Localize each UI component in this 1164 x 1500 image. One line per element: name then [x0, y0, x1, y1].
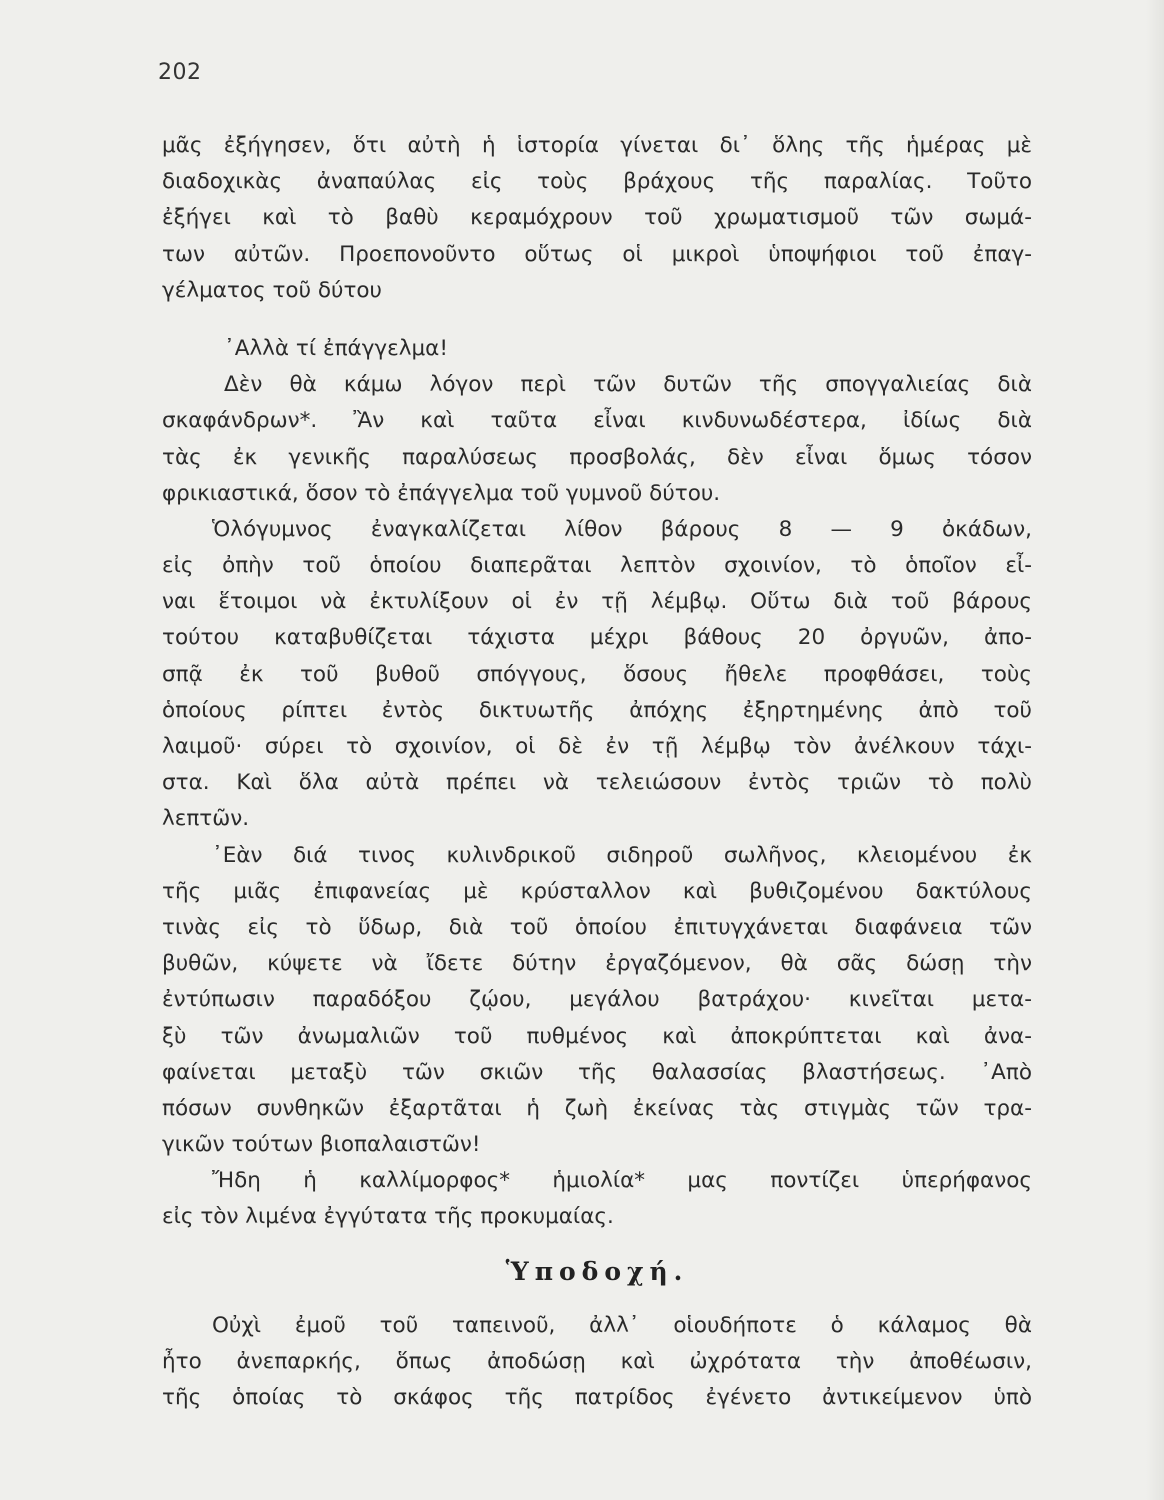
page-body: [162, 128, 1032, 1416]
text-line: ναι ἕτοιμοι νὰ ἐκτυλίξουν οἱ ἐν τῇ λέμβῳ. Οὕτω διὰ τοῦ βάρους: [162, 589, 1032, 615]
page-edge-shadow: [1146, 0, 1164, 1500]
text-line: φρικιαστικά, ὅσον τὸ ἐπάγγελμα τοῦ γυμνοῦ δύτου.: [162, 480, 721, 506]
text-line: πόσων συνθηκῶν ἐξαρτᾶται ἡ ζωὴ ἐκείνας τὰς στιγμὰς τῶν τρα-: [162, 1095, 1032, 1121]
text-line: διαδοχικὰς ἀναπαύλας εἰς τοὺς βράχους τῆς παραλίας. Τοῦτο: [162, 169, 1032, 195]
paragraph-gap: [162, 309, 1032, 331]
text-line: τὰς ἐκ γενικῆς παραλύσεως προσβολάς, δὲν εἶναι ὅμως τόσον: [162, 444, 1032, 470]
text-line: λαιμοῦ· σύρει τὸ σχοινίον, οἱ δὲ ἐν τῇ λέμβῳ τὸν ἀνέλκουν τάχι-: [162, 734, 1032, 759]
text-line: ξὺ τῶν ἀνωμαλιῶν τοῦ πυθμένος καὶ ἀποκρύπτεται καὶ ἀνα-: [162, 1023, 1032, 1049]
text-line: γικῶν τούτων βιοπαλαιστῶν!: [162, 1132, 481, 1158]
text-line: εἰς τὸν λιμένα ἐγγύτατα τῆς προκυμαίας.: [162, 1204, 614, 1230]
text-line: ᾿Εὰν διά τινος κυλινδρικοῦ σιδηροῦ σωλῆνος, κλειομένου ἐκ: [212, 842, 1032, 868]
section-heading: Ὑποδοχή.: [505, 1257, 689, 1287]
text-line: ἦτο ἀνεπαρκής, ὅπως ἀποδώσῃ καὶ ὠχρότατα τὴν ἀποθέωσιν,: [162, 1348, 1032, 1374]
text-line: φαίνεται μεταξὺ τῶν σκιῶν τῆς θαλασσίας βλαστήσεως. ᾿Απὸ: [162, 1059, 1032, 1085]
page-number: 202: [158, 60, 202, 85]
text-line: στα. Καὶ ὅλα αὐτὰ πρέπει νὰ τελειώσουν ἐντὸς τριῶν τὸ πολὺ: [162, 770, 1032, 796]
text-line: εἰς ὀπὴν τοῦ ὁποίου διαπερᾶται λεπτὸν σχοινίον, τὸ ὁποῖον εἶ-: [162, 553, 1032, 579]
text-line: τούτου καταβυθίζεται τάχιστα μέχρι βάθους 20 ὀργυῶν, ἀπο-: [162, 625, 1032, 651]
text-line: Ὁλόγυμνος ἐναγκαλίζεται λίθον βάρους 8 — 9 ὀκάδων,: [212, 516, 1032, 542]
text-line: ᾿Αλλὰ τί ἐπάγγελμα!: [224, 335, 448, 361]
text-line: τῆς μιᾶς ἐπιφανείας μὲ κρύσταλλον καὶ βυθιζομένου δακτύλους: [162, 878, 1032, 904]
text-line: τῆς ὁποίας τὸ σκάφος τῆς πατρίδος ἐγένετο ἀντικείμενον ὑπὸ: [162, 1385, 1032, 1410]
text-line: βυθῶν, κύψετε νὰ ἴδετε δύτην ἐργαζόμενον, θὰ σᾶς δώσῃ τὴν: [162, 951, 1032, 977]
section-heading-row: [162, 1236, 1032, 1308]
text-line: Ἤδη ἡ καλλίμορφος* ἡμιολία* μας ποντίζει ὑπερήφανος: [212, 1168, 1032, 1194]
text-line: ἐντύπωσιν παραδόξου ζῴου, μεγάλου βατράχου· κινεῖται μετα-: [162, 987, 1032, 1013]
text-line: τινὰς εἰς τὸ ὕδωρ, διὰ τοῦ ὁποίου ἐπιτυγχάνεται διαφάνεια τῶν: [162, 914, 1032, 940]
text-line: ἐξήγει καὶ τὸ βαθὺ κεραμόχρουν τοῦ χρωματισμοῦ τῶν σωμά-: [162, 205, 1032, 231]
text-line: σπᾷ ἐκ τοῦ βυθοῦ σπόγγους, ὅσους ἤθελε προφθάσει, τοὺς: [162, 661, 1032, 687]
text-line: σκαφάνδρων*. Ἂν καὶ ταῦτα εἶναι κινδυνωδέστερα, ἰδίως διὰ: [162, 408, 1032, 434]
text-line: των αὐτῶν. Προεπονοῦντο οὕτως οἱ μικροὶ ὑποψήφιοι τοῦ ἐπαγ-: [162, 241, 1032, 267]
text-line: Δὲν θὰ κάμω λόγον περὶ τῶν δυτῶν τῆς σπογγαλιείας διὰ: [224, 372, 1032, 398]
text-line: Οὐχὶ ἐμοῦ τοῦ ταπεινοῦ, ἀλλ᾽ οἱουδήποτε ὁ κάλαμος θὰ: [212, 1312, 1032, 1338]
text-line: γέλματος τοῦ δύτου: [162, 277, 382, 303]
text-line: λεπτῶν.: [162, 806, 250, 832]
text-line: μᾶς ἐξήγησεν, ὅτι αὐτὴ ἡ ἱστορία γίνεται δι᾽ ὅλης τῆς ἡμέρας μὲ: [162, 133, 1032, 158]
text-line: ὁποίους ρίπτει ἐντὸς δικτυωτῆς ἀπόχης ἐξηρτημένης ἀπὸ τοῦ: [162, 697, 1032, 723]
